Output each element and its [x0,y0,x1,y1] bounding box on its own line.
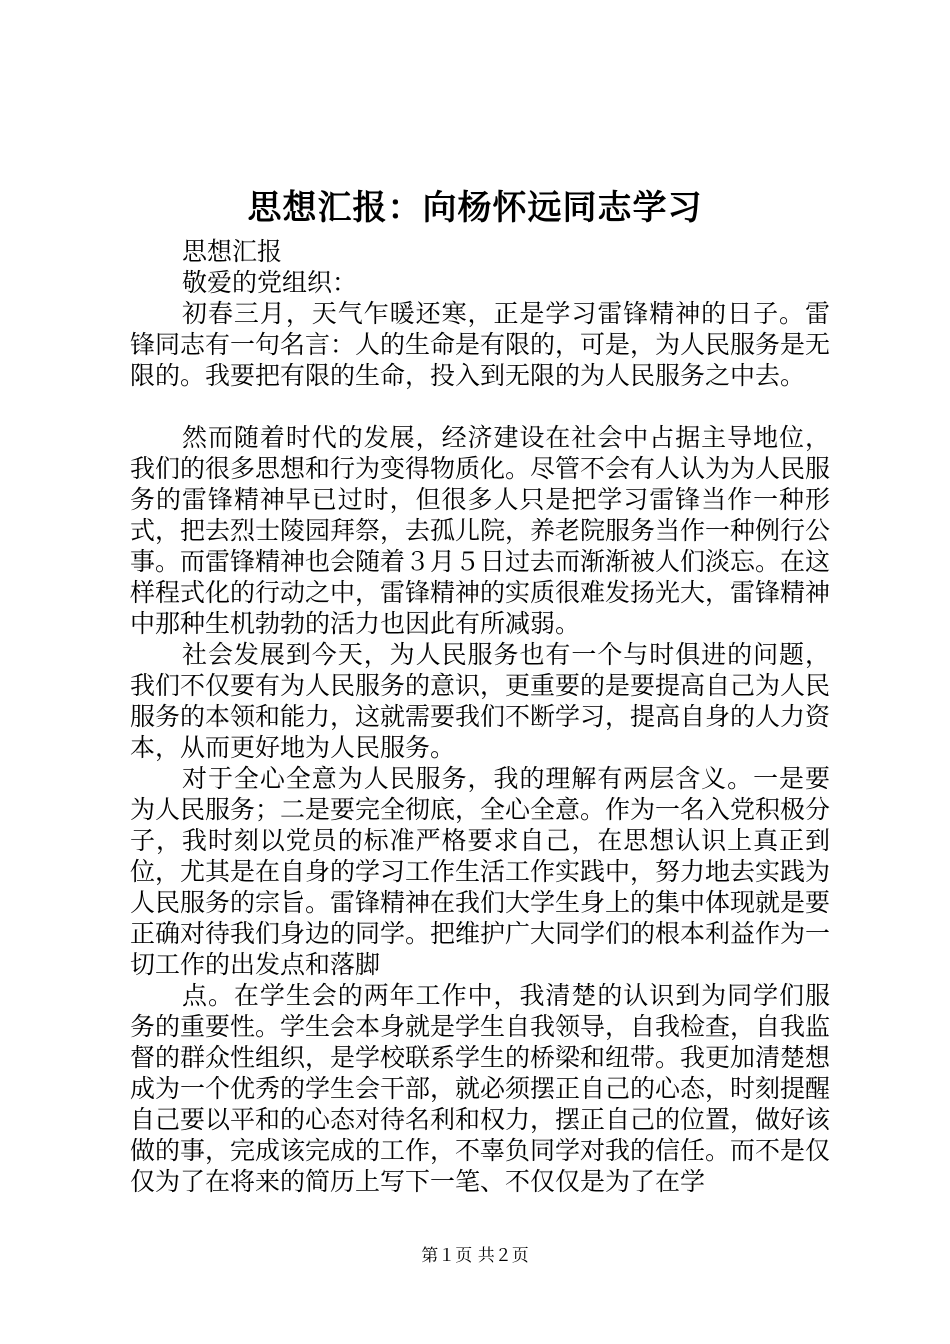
paragraph-2: 然而随着时代的发展，经济建设在社会中占据主导地位，我们的很多思想和行为变得物质化。尽管不会有人认为为人民服务的雷锋精神早已过时，但很多人只是把学习雷锋当作一种形式，把去烈士陵园拜祭，去孤儿院，养老院服务当作一种例行公事。而雷锋精神也会随着３月５日过去而渐渐被人们淡忘。在这样程式化的行动之中，雷锋精神的实质很难发扬光大，雷锋精神中那种生机勃勃的活力也因此有所减弱。 [130,423,831,638]
paragraph-1: 初春三月，天气乍暖还寒，正是学习雷锋精神的日子。雷锋同志有一句名言：人的生命是有限的，可是，为人民服务是无限的。我要把有限的生命，投入到无限的为人民服务之中去。 [130,299,831,390]
page-number-footer: 第１页 共２页 [421,1246,529,1266]
paragraph-3: 社会发展到今天，为人民服务也有一个与时俱进的问题，我们不仅要有为人民服务的意识，更重要的是要提高自己为人民服务的本领和能力，这就需要我们不断学习，提高自身的人力资本，从而更好地为人民服务。 [130,640,831,762]
paragraph-salutation: 敬爱的党组织： [182,268,358,297]
document-title: 思想汇报：向杨怀远同志学习 [247,188,703,228]
paragraph-5: 点。在学生会的两年工作中，我清楚的认识到为同学们服务的重要性。学生会本身就是学生自我领导，自我检查，自我监督的群众性组织，是学校联系学生的桥梁和纽带。我更加清楚想成为一个优秀的学生会干部，就必须摆正自己的心态，时刻提醒自己要以平和的心态对待名利和权力，摆正自己的位置，做好该做的事，完成该完成的工作，不辜负同学对我的信任。而不是仅仅为了在将来的简历上写下一笔、不仅仅是为了在学 [130,981,831,1196]
paragraph-heading: 思想汇报 [182,237,283,266]
paragraph-4: 对于全心全意为人民服务，我的理解有两层含义。一是要为人民服务；二是要完全彻底，全心全意。作为一名入党积极分子，我时刻以党员的标准严格要求自己，在思想认识上真正到位，尤其是在自身的学习工作生活工作实践中，努力地去实践为人民服务的宗旨。雷锋精神在我们大学生身上的集中体现就是要正确对待我们身边的同学。把维护广大同学们的根本利益作为一切工作的出发点和落脚 [130,764,831,979]
document-body [130,236,830,1197]
